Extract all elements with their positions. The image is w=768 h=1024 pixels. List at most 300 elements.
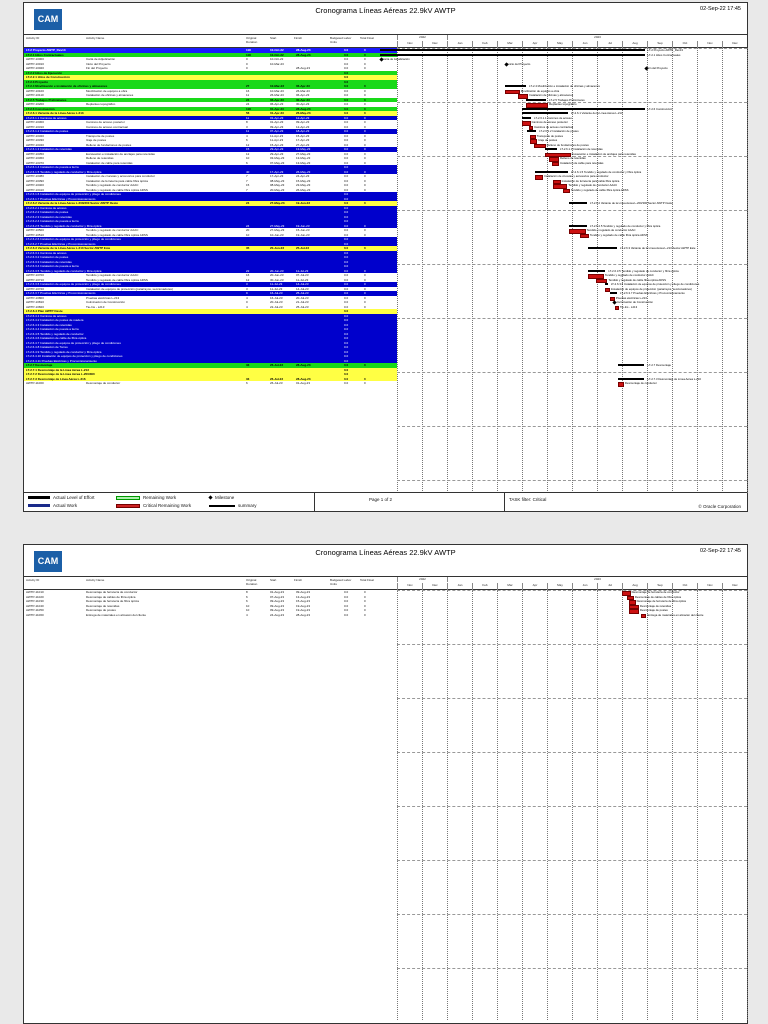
- cell-finish: 09-Aug-23: [296, 590, 311, 594]
- cell-tf: 0: [364, 286, 366, 291]
- cell-dur: 11: [246, 129, 250, 133]
- timeline-month: Oct: [672, 41, 697, 48]
- cell-units: 0.0: [344, 331, 349, 336]
- cell-finish: 19-Jun-23: [296, 201, 311, 205]
- cell-id: LT-2.6.3.7 Pruebas Eléctricas y Procomisionamiento: [26, 291, 96, 295]
- summary-bar: [535, 171, 568, 173]
- summary-bar: [569, 225, 587, 227]
- cell-dur: 0: [246, 300, 248, 304]
- cell-dur: 6: [246, 599, 248, 603]
- cell-finish: 15-Aug-23: [296, 599, 311, 603]
- timeline-month: Dec: [722, 583, 747, 590]
- cell-dur: 4: [246, 295, 248, 300]
- cell-units: 0.0: [344, 594, 349, 599]
- cell-id: LT-2.6.2.5 Tendido y regulado de conductor y fibra óptica: [26, 223, 102, 228]
- cell-start: 08-May-23: [270, 183, 285, 187]
- cell-dur: 12: [246, 277, 250, 282]
- cell-id: LT-2.6.4.5 Tendido y regulado de conductor: [26, 331, 84, 336]
- cell-start: 27-May-23: [270, 228, 285, 232]
- table-row: [24, 613, 397, 618]
- summary-bar: [569, 202, 587, 204]
- cell-name: Caminos de acceso posterior: [86, 120, 125, 124]
- timeline-month: Mar: [497, 41, 522, 48]
- cell-units: 0.0: [344, 309, 349, 313]
- grid-line: [547, 590, 548, 1020]
- cell-dur: 4: [246, 304, 248, 309]
- cell-tf: 0: [364, 178, 366, 183]
- cell-tf: 0: [364, 169, 366, 174]
- cell-finish: 12-Apr-23: [296, 124, 310, 129]
- cell-units: 0.0: [344, 178, 349, 183]
- legend-critical-work: Critical Remaining Work: [116, 503, 191, 508]
- bar-label: LT-2.6.3 Variante de la Línea Aérea L-213 Sector AWTP Este: [620, 246, 696, 250]
- grid-line: [447, 590, 448, 1020]
- cell-units: 0.0: [344, 133, 349, 138]
- cell-units: 0.0: [344, 237, 349, 241]
- grid-line: [397, 806, 747, 807]
- cell-tf: 0: [364, 246, 366, 250]
- cell-units: 0.0: [344, 165, 349, 169]
- cell-dur: 3: [246, 124, 248, 129]
- cell-start: 10-Oct-22: [270, 48, 284, 52]
- cell-dur: 118: [246, 52, 251, 57]
- cell-finish: 25-Jul-23: [296, 291, 309, 295]
- cell-finish: 28-Aug-23: [296, 363, 311, 367]
- cell-tf: 0: [364, 138, 366, 142]
- summary-bar: [505, 85, 527, 87]
- cell-units: 0.0: [344, 246, 349, 250]
- cell-id: LT-2.7.3 Desmontaje de Línea Aérea L-216: [26, 376, 86, 381]
- timeline-month: Jan: [447, 583, 472, 590]
- bar-label: Carta de Adjudicación: [382, 57, 410, 61]
- cell-tf: 0: [364, 120, 366, 124]
- summary-bar: [527, 130, 536, 132]
- cell-units: 0.0: [344, 336, 349, 340]
- cell-units: 0.0: [344, 291, 349, 295]
- grid-line: [747, 590, 748, 1020]
- grid-line: [397, 860, 747, 861]
- cell-id: LT-2.6.2.1 Caminos de acceso: [26, 205, 67, 210]
- cell-finish: 25-Jul-23: [296, 246, 310, 250]
- cell-id: AWTP-10400: [26, 183, 44, 187]
- cell-tf: 0: [364, 603, 366, 608]
- cell-finish: 17-Apr-23: [296, 138, 310, 142]
- bar-label: Instalación de equipos de protección (pararrayos, seccionadores): [610, 286, 692, 291]
- cell-units: 0.0: [344, 223, 349, 228]
- bar-label: Pruebas eléctricas L-213: [615, 295, 647, 300]
- cell-dur: 24: [246, 97, 250, 102]
- timeline-month: May: [547, 41, 572, 48]
- cell-tf: 0: [364, 183, 366, 187]
- summary-bar: [605, 283, 608, 285]
- cell-finish: 13-May-23: [296, 156, 311, 160]
- cell-id: AWTP-10330: [26, 138, 44, 142]
- cell-id: AWTP-10700: [26, 273, 44, 277]
- bar-label: Caminos de acceso posterior: [531, 120, 568, 124]
- cell-dur: 118: [246, 48, 251, 52]
- cell-tf: 0: [364, 295, 366, 300]
- grid-line: [397, 318, 747, 319]
- cell-tf: 0: [364, 147, 366, 151]
- cell-start: 15-Apr-23: [270, 142, 284, 147]
- bar-label: Izaje de postes: [538, 138, 558, 142]
- cell-name: Desmontaje de postes: [86, 608, 116, 612]
- critical-bar: [535, 175, 543, 180]
- cell-id: LT-2.6.3.2 Instalación de postes: [26, 255, 69, 259]
- cell-finish: 15-Jun-23: [296, 228, 310, 232]
- cell-units: 0.0: [344, 160, 349, 165]
- grid-line: [397, 752, 747, 753]
- cell-units: 0.0: [344, 147, 349, 151]
- critical-bar: [641, 614, 646, 619]
- cell-id: LT-2.7.2 Desmontaje de la Línea Aérea L-200/300: [26, 372, 95, 376]
- cell-units: 0.0: [344, 156, 349, 160]
- cell-units: 0.0: [344, 599, 349, 603]
- timeline-month: Feb: [472, 583, 497, 590]
- bar-label: Inicio del Proyecto: [507, 61, 531, 66]
- bar-label: Culminación de Construcción: [616, 300, 654, 304]
- cell-id: LT-2.6.2.2 Instalación de postes: [26, 210, 69, 214]
- cell-id: LT-2.6.2.7 Pruebas Eléctricas y Procomisionamiento: [26, 241, 96, 246]
- cell-units: 0.0: [344, 88, 349, 93]
- cell-tf: 0: [364, 223, 366, 228]
- cell-dur: 10: [246, 603, 250, 608]
- cell-id: LT-2.6.2.3 Instalación de retenidas: [26, 214, 72, 219]
- cell-tf: 0: [364, 102, 366, 106]
- timeline-month: Jul: [597, 41, 622, 48]
- cell-units: 0.0: [344, 367, 349, 372]
- cell-tf: 0: [364, 282, 366, 286]
- grid-line: [472, 590, 473, 1020]
- cell-units: 0.0: [344, 354, 349, 358]
- cell-name: Tendido y regulado de cable fibra óptica ADSS: [86, 232, 148, 237]
- cell-finish: 11-Jul-23: [296, 277, 309, 282]
- cell-name: Desmontaje de retenidas: [86, 603, 120, 608]
- cell-id: AWTP-10310: [26, 124, 44, 129]
- cell-dur: 20: [246, 228, 250, 232]
- cell-name: Caminos de acceso contractual: [86, 124, 128, 129]
- cell-units: 0.0: [344, 322, 349, 327]
- cell-dur: 27: [246, 84, 250, 88]
- cell-name: Entrega de materiales en almacén del cliente: [86, 612, 147, 617]
- summary-bar: [380, 54, 645, 56]
- print-date: 02-Sep-22 17:45: [700, 548, 741, 554]
- timeline-month: Dec: [422, 583, 447, 590]
- cell-tf: 0: [364, 160, 366, 165]
- cell-id: AWTP-11040: [26, 603, 44, 608]
- cell-finish: 01-Aug-23: [296, 381, 311, 385]
- legend-actual-work: Actual Work: [28, 503, 77, 508]
- cell-start: 10-Mar-23: [270, 61, 284, 66]
- cell-id: AWTP-10300: [26, 120, 44, 124]
- cell-name: Tendido y regulado de conductor AAAC: [86, 228, 139, 232]
- cell-units: 0.0: [344, 124, 349, 129]
- cell-name: Relleno de fundaciones de postes: [86, 142, 132, 147]
- cell-id: LT-2.6.3.5 Tendido y regulado de conductor y fibra óptica: [26, 268, 102, 273]
- cell-dur: 33: [246, 363, 250, 367]
- cell-id: LT-2.6.4.6 Instalación de cable de fibra óptica: [26, 336, 87, 340]
- cell-id: AWTP-10010: [26, 61, 44, 66]
- bar-label: LT-2.6.3.6 Instalación de equipos de protección y pliego de condiciones: [610, 282, 700, 286]
- cell-id: AWTP-10810: [26, 300, 44, 304]
- cell-dur: 6: [246, 381, 248, 385]
- cell-units: 0.0: [344, 187, 349, 192]
- cell-dur: 40: [246, 169, 250, 174]
- grid-line: [397, 698, 747, 699]
- cell-finish: 27-May-23: [296, 151, 311, 156]
- legend-milestone: Milestone: [209, 495, 234, 500]
- cell-id: AWTP-11030: [26, 599, 44, 603]
- cell-start: 09-Aug-23: [270, 599, 285, 603]
- cell-name: Tie-Ins - L213: [86, 304, 105, 309]
- bar-label: LT-2.6.1.2 Instalación de postes: [539, 129, 579, 133]
- cell-units: 0.0: [344, 250, 349, 255]
- cell-tf: 0: [364, 66, 366, 70]
- bar-label: Tendido y regulado de conductor AAAC: [568, 183, 618, 187]
- cell-units: 0.0: [344, 376, 349, 381]
- cell-finish: 19-Aug-23: [296, 603, 311, 608]
- cell-id: LT-2.2 Hitos de Ejecución: [26, 70, 63, 75]
- cell-id: AWTP-10380: [26, 174, 44, 178]
- grid-line: [722, 590, 723, 1020]
- cell-finish: 24-Apr-23: [296, 174, 310, 178]
- cell-id: AWTP-10370: [26, 160, 44, 165]
- timeline-year: 2023: [447, 35, 747, 40]
- cell-units: 0.0: [344, 52, 349, 57]
- cell-tf: 0: [364, 52, 366, 57]
- bar-label: LT-2.6 Construcción: [647, 106, 673, 111]
- cell-tf: 0: [364, 142, 366, 147]
- bar-label: Transporte de postes: [536, 133, 563, 138]
- cell-units: 0.0: [344, 232, 349, 237]
- col-start: Start: [270, 578, 277, 582]
- cell-finish: 28-Aug-23: [296, 48, 311, 52]
- critical-bar: [563, 189, 570, 194]
- cell-finish: 13-Aug-23: [296, 594, 311, 599]
- timeline-month: Feb: [472, 41, 497, 48]
- cell-units: 0.0: [344, 120, 349, 124]
- bar-label: LT-2.5 Trabajos Preliminares: [549, 97, 585, 102]
- cell-name: Replanteo topográfico: [86, 102, 116, 106]
- cell-id: LT-2.6.4.7 Instalación de equipos de protección y pliego de condiciones: [26, 340, 121, 345]
- col-start: Start: [270, 36, 277, 40]
- grid-line: [422, 590, 423, 1020]
- cell-id: LT-2.2.1 Hitos de Construcción: [26, 75, 70, 79]
- bar-label: Relleno de fundaciones de postes: [546, 142, 589, 147]
- cell-tf: 0: [364, 151, 366, 156]
- task-filter: TASK filter: Critical: [509, 497, 547, 502]
- cell-start: 01-Apr-23: [270, 120, 284, 124]
- cell-id: AWTP-11020: [26, 594, 44, 599]
- cell-tf: 0: [364, 300, 366, 304]
- cell-start: 07-Aug-23: [270, 594, 285, 599]
- cell-units: 0.0: [344, 201, 349, 205]
- cell-id: LT-2.6.2.4 Instalación de puesta a tierra: [26, 219, 79, 223]
- cell-units: 0.0: [344, 603, 349, 608]
- cell-units: 0.0: [344, 97, 349, 102]
- bar-label: Desmontaje de postes: [640, 608, 668, 612]
- cell-id: AWTP-10000: [26, 57, 44, 61]
- grid-line: [397, 644, 747, 645]
- cell-start: 16-Jul-23: [270, 295, 283, 300]
- cell-start: 17-Apr-23: [270, 169, 284, 174]
- bar-label: Tendido y regulado de cable fibra óptica ADSS: [590, 232, 648, 237]
- cell-units: 0.0: [344, 214, 349, 219]
- cell-tf: 0: [364, 376, 366, 381]
- cell-dur: 10: [246, 608, 250, 612]
- cell-name: Izaje de postes: [86, 138, 107, 142]
- cell-tf: 0: [364, 174, 366, 178]
- col-finish: Finish: [294, 578, 303, 582]
- cell-units: 0.0: [344, 106, 349, 111]
- bar-label: Desmontaje de cables de fibra óptica: [635, 594, 682, 599]
- page-number: Page 1 of 2: [369, 497, 393, 502]
- grid-line: [697, 590, 698, 1020]
- cell-tf: 0: [364, 93, 366, 97]
- cell-id: AWTP-11050: [26, 608, 44, 612]
- cell-dur: 0: [246, 66, 248, 70]
- col-activity-name: Activity Name: [86, 578, 105, 582]
- table-row: [24, 381, 397, 386]
- bar-label: LT-2.6.2 Variante de la Línea Aérea L-200/300 Sector AWTP Oeste: [590, 201, 673, 205]
- cell-tf: 0: [364, 594, 366, 599]
- cell-tf: 0: [364, 84, 366, 88]
- col-finish: Finish: [294, 36, 303, 40]
- cell-id: AWTP-10410: [26, 187, 44, 192]
- col-activity-id: Activity ID: [26, 578, 40, 582]
- cell-id: AWTP-10500: [26, 228, 44, 232]
- cell-name: Desmontaje de conductor: [86, 381, 121, 385]
- cell-dur: 22: [246, 268, 250, 273]
- cell-finish: 19-Aug-23: [296, 608, 311, 612]
- cell-dur: 6: [246, 160, 248, 165]
- cell-name: Excavación e instalación de anclajes para retenidas: [86, 151, 155, 156]
- col-duration: Original Duration: [246, 36, 258, 44]
- cell-units: 0.0: [344, 115, 349, 120]
- grid-line: [397, 264, 747, 265]
- cell-start: 01-Apr-23: [270, 111, 284, 115]
- cell-dur: 10: [246, 156, 250, 160]
- cell-units: 0.0: [344, 142, 349, 147]
- grid-line: [397, 372, 747, 373]
- page-header: [24, 3, 747, 35]
- cell-tf: 0: [364, 277, 366, 282]
- summary-bar: [545, 148, 557, 150]
- cell-start: 07-May-23: [270, 160, 285, 165]
- cell-start: 30-Jun-23: [270, 277, 284, 282]
- cell-id: AWTP-10710: [26, 277, 44, 282]
- cell-units: 0.0: [344, 169, 349, 174]
- summary-bar: [618, 378, 645, 380]
- cell-tf: 0: [364, 291, 366, 295]
- cell-units: 0.0: [344, 48, 349, 52]
- cell-units: 0.0: [344, 75, 349, 79]
- timeline-month: Aug: [622, 41, 647, 48]
- timeline-month: Jan: [447, 41, 472, 48]
- cell-id: LT-2.6.1.2 Instalación de postes: [26, 129, 69, 133]
- grid-line: [597, 590, 598, 1020]
- cell-name: Tendido y regulado de cable fibra óptica ADSS: [86, 187, 148, 192]
- cell-units: 0.0: [344, 102, 349, 106]
- bar-label: Relleno de retenidas: [560, 156, 586, 160]
- cell-dur: 0: [246, 57, 248, 61]
- summary-bar: [380, 49, 645, 51]
- cell-name: Desmontaje de ferretería de conductor: [86, 590, 138, 594]
- cell-tf: 0: [364, 590, 366, 594]
- cell-units: 0.0: [344, 590, 349, 594]
- cell-start: 01-Apr-23: [270, 106, 284, 111]
- cell-start: 27-May-23: [270, 201, 285, 205]
- cell-start: 17-Apr-23: [270, 174, 284, 178]
- cell-id: AWTP-11010: [26, 590, 44, 594]
- cell-finish: 06-Apr-23: [296, 84, 310, 88]
- cell-id: LT-2.6.4.2 Instalación de postes de madera: [26, 318, 84, 322]
- summary-bar: [522, 108, 645, 110]
- summary-bar: [610, 292, 618, 294]
- timeline-month: Nov: [697, 583, 722, 590]
- bar-label: Desmontaje de ferretería de conductor: [631, 590, 680, 594]
- col-units: Budgeted Labor Units: [330, 578, 352, 586]
- cell-id: LT-2.6.4.4 Instalación de puesta a tierra: [26, 327, 79, 331]
- legend-actual-loe: Actual Level of Effort: [28, 495, 94, 500]
- grid-line: [397, 210, 747, 211]
- cell-finish: 30-Apr-23: [296, 102, 310, 106]
- cell-units: 0.0: [344, 612, 349, 617]
- cell-dur: 4: [246, 133, 248, 138]
- cell-start: 10-Mar-23: [270, 88, 284, 93]
- cell-units: 0.0: [344, 300, 349, 304]
- cell-units: 0.0: [344, 340, 349, 345]
- cell-start: 20-Jun-23: [270, 268, 284, 273]
- cell-finish: 26-Mar-23: [296, 88, 310, 93]
- cell-tf: 0: [364, 97, 366, 102]
- cell-id: LT-2.3 Proyecto: [26, 79, 49, 84]
- cell-finish: 25-Jul-23: [296, 304, 309, 309]
- cell-start: 08-May-23: [270, 178, 285, 183]
- cell-id: LT-2.6.3 Variante de la Línea Aérea L-213 Sector AWTP Este: [26, 246, 111, 250]
- cell-tf: 0: [364, 106, 366, 111]
- cell-start: 01-Apr-23: [270, 115, 284, 120]
- cell-units: 0.0: [344, 196, 349, 201]
- cell-tf: 0: [364, 608, 366, 612]
- bar-label: Fin del Proyecto: [647, 66, 668, 70]
- cell-finish: 09-Apr-23: [296, 120, 310, 124]
- cell-id: LT-2.6.4.9 Tendido y regulado de conductor y fibra óptica: [26, 349, 102, 354]
- cell-units: 0.0: [344, 608, 349, 612]
- schedule-page-1: [23, 2, 748, 512]
- cell-id: LT-2.6.2 Variante de la Línea Aérea L-200/300 Sector AWTP Oeste: [26, 201, 119, 205]
- cell-tf: 0: [364, 273, 366, 277]
- cell-tf: 0: [364, 133, 366, 138]
- cell-finish: 20-Jul-23: [296, 295, 309, 300]
- cell-id: LT-2.6.1.1 Caminos de acceso: [26, 115, 67, 120]
- timeline-year: 2023: [447, 577, 747, 582]
- cell-dur: 8: [246, 120, 248, 124]
- cell-name: Pruebas eléctricas L-213: [86, 295, 120, 300]
- cell-tf: 0: [364, 304, 366, 309]
- cell-start: 10-Mar-23: [270, 84, 285, 88]
- grid-line: [622, 590, 623, 1020]
- critical-bar: [534, 144, 546, 149]
- legend-remaining-work: Remaining Work: [116, 495, 176, 500]
- timeline-month: Nov: [397, 41, 422, 48]
- cell-start: 26-Jul-23: [270, 376, 284, 381]
- cell-tf: 0: [364, 599, 366, 603]
- cell-dur: 4: [246, 612, 248, 617]
- cell-id: LT-2.6.1.5 Tendido y regulado de conductor y fibra óptica: [26, 169, 102, 174]
- cell-tf: 0: [364, 129, 366, 133]
- cell-dur: 15: [246, 147, 250, 151]
